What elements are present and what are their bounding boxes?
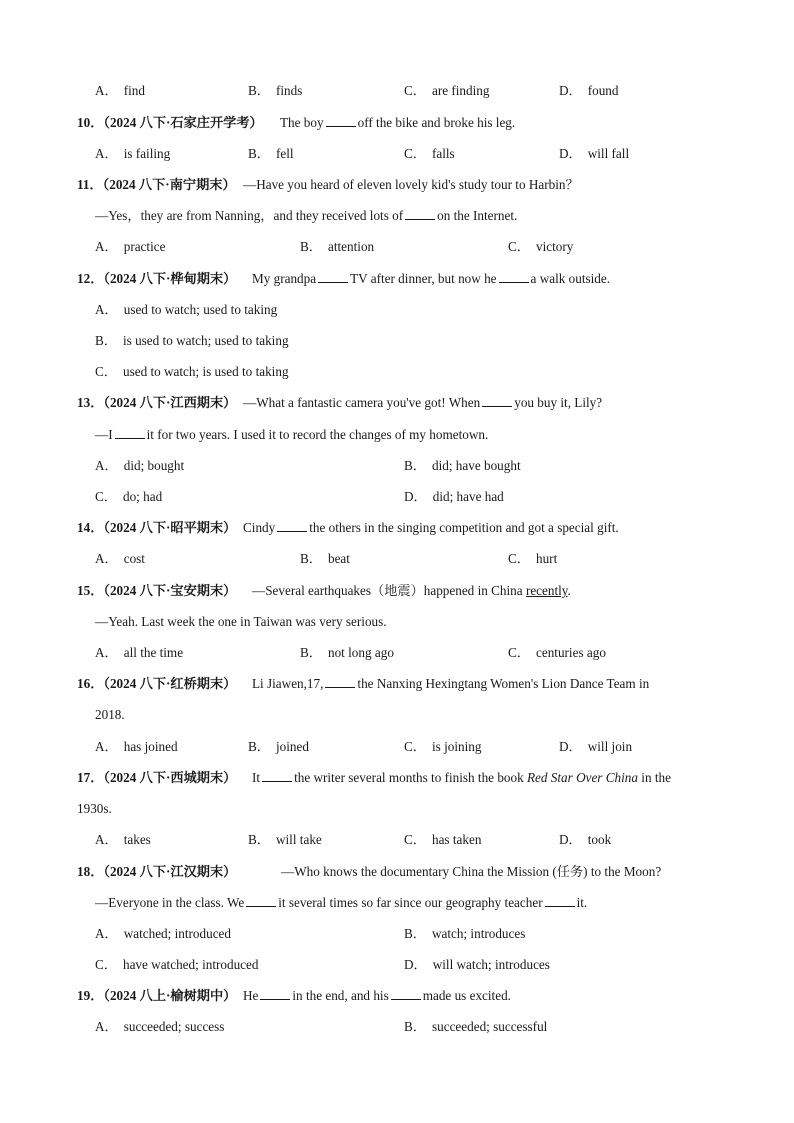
q16-option-d[interactable]: D． will join [559,739,633,754]
answer-blank[interactable] [326,113,356,127]
question-text: 2018. [95,707,125,722]
q14-stem [0,518,794,538]
q11-option-b[interactable]: B． attention [300,239,375,254]
q10-option-d[interactable]: D． will fall [559,146,630,161]
question-text: —What a fantastic camera you've got! When you buy it, Lily? [243,395,603,410]
answer-blank[interactable] [499,269,529,283]
q17-stem [0,768,794,788]
question-text: —Who knows the documentary China the Mission (任务) to the Moon? [281,864,662,879]
q13-option-a[interactable]: A． did; bought [95,458,185,473]
q18-option-c[interactable]: C． have watched; introduced [95,957,259,972]
question-text: 1930s. [77,801,112,816]
q17-options [0,830,794,850]
answer-blank[interactable] [391,986,421,1000]
answer-blank[interactable] [545,893,575,907]
question-text: —Everyone in the class. We it several times so far since our geography teacher it. [95,895,588,910]
answer-blank[interactable] [246,893,276,907]
q9-option-c[interactable]: C． are finding [404,83,490,98]
question-text: My grandpa TV after dinner, but now he a walk outside. [252,271,611,286]
q11-line2 [0,206,794,226]
q14-options [0,549,794,569]
q17-option-b[interactable]: B． will take [248,832,322,847]
q15-line2 [0,612,794,632]
question-number: 15．（2024 八下·宝安期末） [77,583,237,598]
q13-options-row1 [0,456,794,476]
q17-option-c[interactable]: C． has taken [404,832,482,847]
q16-options [0,737,794,757]
q16-line2 [0,705,794,725]
q18-options-row2 [0,955,794,975]
answer-blank[interactable] [277,518,307,532]
q19-option-b[interactable]: B． succeeded; successful [404,1019,548,1034]
book-title: Red Star Over China [527,770,638,785]
answer-blank[interactable] [482,393,512,407]
question-number: 16．（2024 八下·红桥期末） [77,676,237,691]
q19-stem [0,986,794,1006]
q18-stem [0,862,794,882]
question-number: 19．（2024 八上·榆树期中） [77,988,237,1003]
answer-blank[interactable] [260,986,290,1000]
question-number: 17．（2024 八下·西城期末） [77,770,237,785]
q9-option-b[interactable]: B． finds [248,83,303,98]
q16-option-c[interactable]: C． is joining [404,739,482,754]
question-text: —Yes，they are from Nanning，and they received lots of on the Internet. [95,208,518,223]
question-text: He in the end, and his made us excited. [243,988,511,1003]
q10-options [0,144,794,164]
q12-option-a[interactable]: A． used to watch; used to taking [95,302,278,317]
q12-option-c[interactable]: C． used to watch; is used to taking [95,364,289,379]
q15-options [0,643,794,663]
q19-options [0,1017,794,1037]
q15-stem [0,581,794,601]
q13-option-b[interactable]: B． did; have bought [404,458,521,473]
question-number: 14．（2024 八下·昭平期末） [77,520,237,535]
question-number: 13．（2024 八下·江西期末） [77,395,237,410]
underlined-word: recently [525,583,568,598]
answer-blank[interactable] [325,674,355,688]
q14-option-b[interactable]: B． beat [300,551,350,566]
question-text: —I it for two years. I used it to record the changes of my hometown. [95,427,489,442]
q13-stem [0,393,794,413]
answer-blank[interactable] [262,768,292,782]
q17-option-a[interactable]: A． takes [95,832,151,847]
q18-option-d[interactable]: D． will watch; introduces [404,957,550,972]
answer-blank[interactable] [115,425,145,439]
question-number: 18．（2024 八下·江汉期末） [77,864,237,879]
q17-line2 [0,799,794,819]
question-number: 12．（2024 八下·桦甸期末） [77,271,237,286]
q11-option-c[interactable]: C． victory [508,239,574,254]
q13-option-c[interactable]: C． do; had [95,489,163,504]
q9-option-d[interactable]: D． found [559,83,619,98]
q9-option-a[interactable]: A． find [95,83,145,98]
q10-option-a[interactable]: A． is failing [95,146,171,161]
q13-line2 [0,425,794,445]
q18-option-a[interactable]: A． watched; introduced [95,926,232,941]
question-text: —Several earthquakes（地震）happened in China recently. [252,583,571,598]
q10-option-c[interactable]: C． falls [404,146,455,161]
q15-option-b[interactable]: B． not long ago [300,645,394,660]
question-text: Li Jiawen,17, the Nanxing Hexingtang Women's Lion Dance Team in [252,676,650,691]
q15-option-a[interactable]: A． all the time [95,645,184,660]
question-text: It the writer several months to finish the book Red Star Over China in the [252,770,671,785]
q12-stem [0,269,794,289]
answer-blank[interactable] [318,269,348,283]
q15-option-c[interactable]: C． centuries ago [508,645,606,660]
q16-stem [0,674,794,694]
question-number: 10．（2024 八下·石家庄开学考） [77,115,263,130]
q16-option-a[interactable]: A． has joined [95,739,178,754]
q16-option-b[interactable]: B． joined [248,739,309,754]
q11-option-a[interactable]: A． practice [95,239,166,254]
q12-option-b[interactable]: B． is used to watch; used to taking [95,333,289,348]
q11-options [0,237,794,257]
q11-stem [0,175,794,195]
q18-line2 [0,893,794,913]
q19-option-a[interactable]: A． succeeded; success [95,1019,225,1034]
q10-option-b[interactable]: B． fell [248,146,294,161]
q18-options-row1 [0,924,794,944]
q18-option-b[interactable]: B． watch; introduces [404,926,526,941]
q14-option-a[interactable]: A． cost [95,551,145,566]
question-number: 11．（2024 八下·南宁期末） [77,177,236,192]
q13-option-d[interactable]: D． did; have had [404,489,504,504]
question-text: The boy off the bike and broke his leg. [280,115,516,130]
q10-stem [0,113,794,133]
q17-option-d[interactable]: D． took [559,832,612,847]
answer-blank[interactable] [405,206,435,220]
question-text: Cindy the others in the singing competition and got a special gift. [243,520,619,535]
question-text: —Yeah. Last week the one in Taiwan was very serious. [95,614,387,629]
question-text: —Have you heard of eleven lovely kid's study tour to Harbin？ [243,177,579,192]
q9-options [0,81,794,101]
q14-option-c[interactable]: C． hurt [508,551,558,566]
q13-options-row2 [0,487,794,507]
